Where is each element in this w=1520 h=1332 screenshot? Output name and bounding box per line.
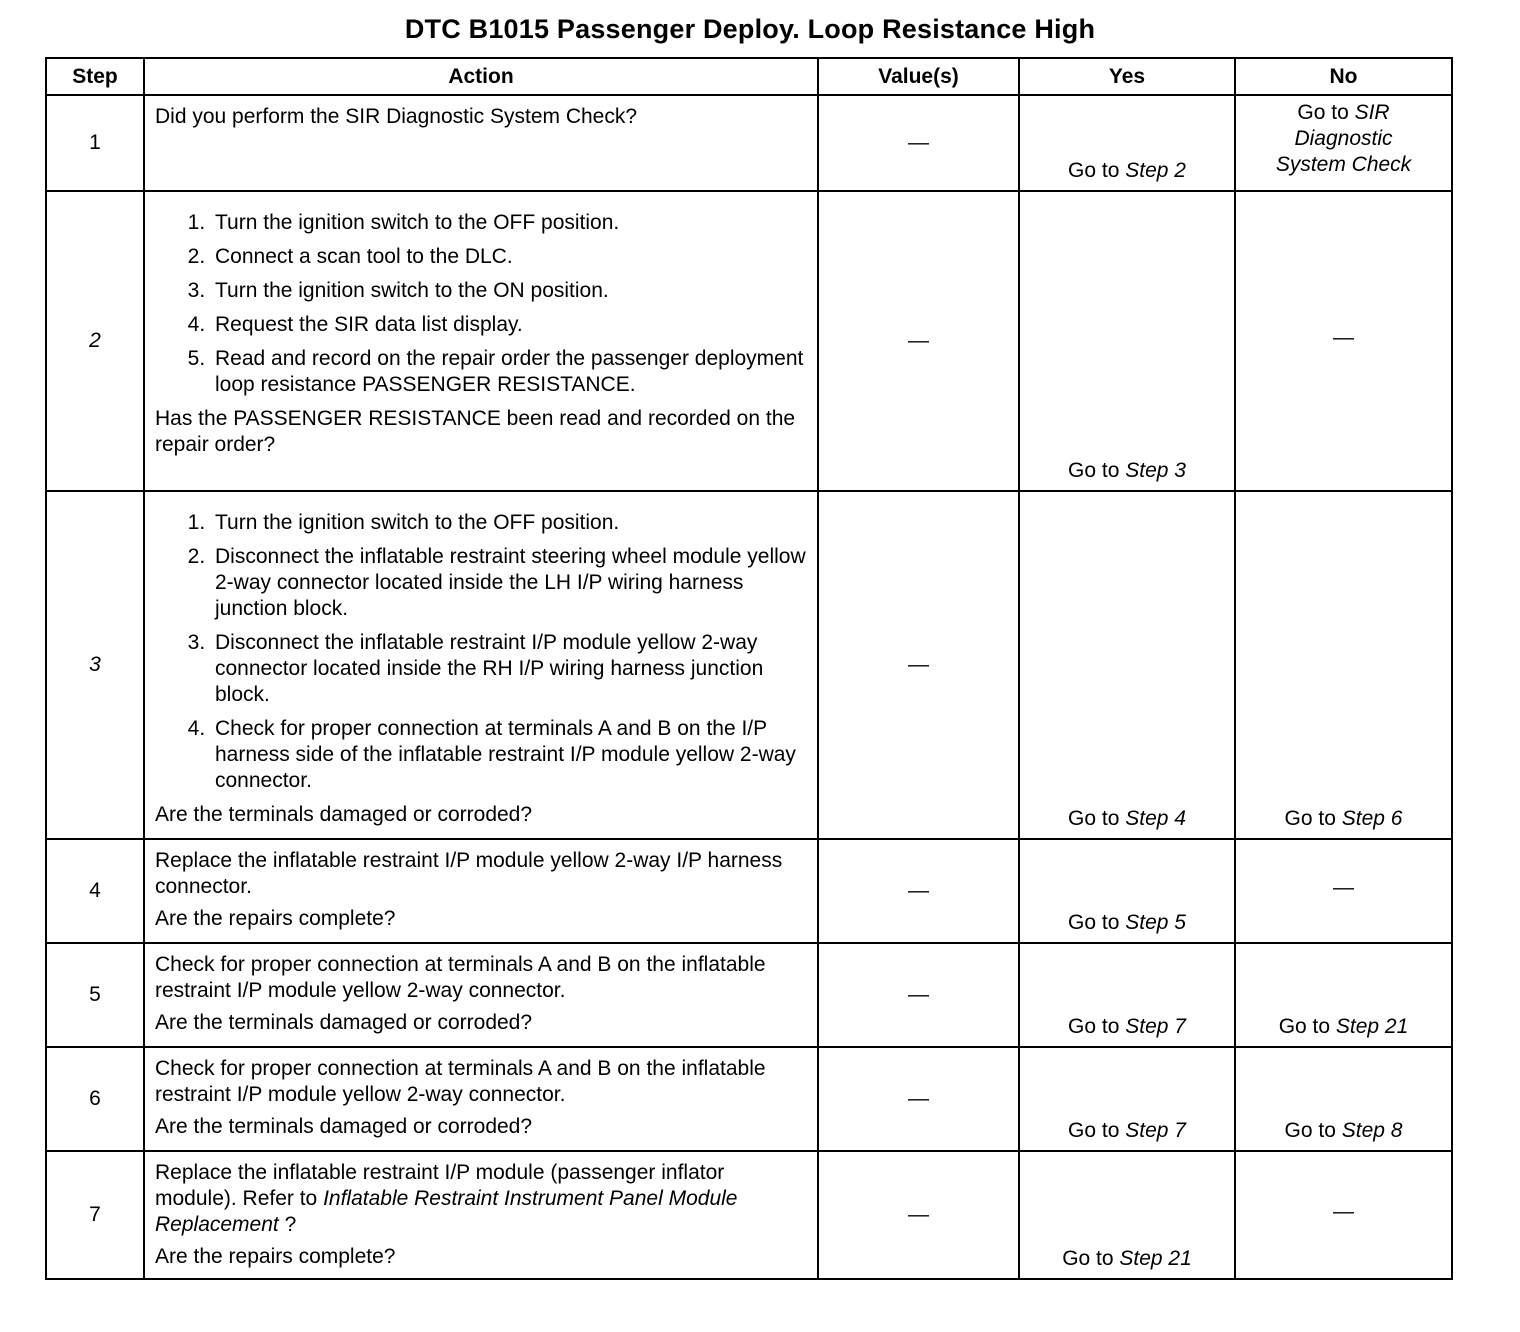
no-target-link[interactable]: Step 6	[1341, 807, 1403, 830]
yes-prefix: Go to	[1068, 911, 1126, 934]
no-cell	[1235, 943, 1452, 1047]
value-dash: —	[908, 1203, 929, 1226]
yes-target-link[interactable]: Step 4	[1125, 807, 1186, 830]
table-row	[46, 491, 1452, 839]
list-item: 3. Disconnect the inflatable restraint I/P module yellow 2-way connector located inside the RH I/P wiring harness junction block.	[211, 630, 807, 708]
no-prefix: Go to	[1284, 1119, 1342, 1142]
action-question: Are the terminals damaged or corroded?	[155, 1011, 533, 1034]
no-prefix: Go to	[1284, 807, 1342, 830]
value-dash: —	[908, 329, 929, 352]
value-cell	[818, 839, 1019, 943]
yes-target-link[interactable]: Step 3	[1125, 459, 1186, 482]
value-dash: —	[908, 131, 929, 154]
action-cell	[144, 839, 818, 943]
step-number: 6	[46, 1047, 144, 1151]
table-row	[46, 191, 1452, 491]
yes-prefix: Go to	[1068, 159, 1126, 182]
reference-link[interactable]: Inflatable Restraint Instrument Panel Module Replacement	[155, 1187, 738, 1236]
no-dash: —	[1333, 1200, 1354, 1223]
yes-prefix: Go to	[1068, 807, 1126, 830]
no-prefix: Go to	[1297, 101, 1355, 124]
procedure-list	[155, 210, 807, 398]
value-cell	[818, 943, 1019, 1047]
action-text: Check for proper connection at terminals A and B on the inflatable restraint I/P module yellow 2-way connector.	[155, 953, 766, 1002]
header-yes: Yes	[1019, 58, 1235, 95]
yes-cell	[1019, 1047, 1235, 1151]
action-text	[155, 1160, 807, 1238]
action-text: Did you perform the SIR Diagnostic System Check?	[155, 105, 638, 128]
yes-prefix: Go to	[1068, 1119, 1126, 1142]
no-cell	[1235, 1047, 1452, 1151]
header-action: Action	[144, 58, 818, 95]
yes-cell	[1019, 1151, 1235, 1279]
step-number: 4	[46, 839, 144, 943]
yes-cell	[1019, 491, 1235, 839]
no-cell	[1235, 839, 1452, 943]
value-cell	[818, 191, 1019, 491]
header-step: Step	[46, 58, 144, 95]
no-target-link[interactable]: Step 21	[1335, 1015, 1409, 1038]
list-item: 3. Turn the ignition switch to the ON position.	[211, 278, 807, 304]
list-item: 5. Read and record on the repair order the passenger deployment loop resistance PASSENGER RESISTANCE.	[211, 346, 807, 398]
yes-cell	[1019, 95, 1235, 191]
action-cell	[144, 943, 818, 1047]
action-cell	[144, 95, 818, 191]
action-cell	[144, 1047, 818, 1151]
no-target-link[interactable]: Step 8	[1341, 1119, 1403, 1142]
list-item: 2. Connect a scan tool to the DLC.	[211, 244, 807, 270]
action-text-suffix: ?	[278, 1213, 297, 1236]
step-number: 5	[46, 943, 144, 1047]
value-cell	[818, 1151, 1019, 1279]
action-question: Are the terminals damaged or corroded?	[155, 1115, 533, 1138]
no-prefix: Go to	[1278, 1015, 1336, 1038]
step-number: 2	[46, 191, 144, 491]
yes-target-link[interactable]: Step 21	[1119, 1247, 1192, 1270]
no-cell	[1235, 95, 1452, 191]
table-row	[46, 95, 1452, 191]
action-question: Are the terminals damaged or corroded?	[155, 803, 533, 826]
no-dash: —	[1333, 876, 1354, 899]
action-question: Are the repairs complete?	[155, 1245, 396, 1268]
no-dash: —	[1333, 326, 1354, 349]
list-item: 1. Turn the ignition switch to the OFF position.	[211, 510, 807, 536]
action-question: Are the repairs complete?	[155, 907, 396, 930]
table-row	[46, 1047, 1452, 1151]
no-cell	[1235, 191, 1452, 491]
page-title: DTC B1015 Passenger Deploy. Loop Resistance High	[404, 14, 1096, 44]
yes-cell	[1019, 191, 1235, 491]
action-cell	[144, 491, 818, 839]
action-cell	[144, 1151, 818, 1279]
yes-cell	[1019, 943, 1235, 1047]
action-cell	[144, 191, 818, 491]
step-number: 7	[46, 1151, 144, 1279]
action-question: Has the PASSENGER RESISTANCE been read and recorded on the repair order?	[155, 407, 796, 456]
no-cell	[1235, 1151, 1452, 1279]
yes-cell	[1019, 839, 1235, 943]
table-row	[46, 943, 1452, 1047]
yes-prefix: Go to	[1062, 1247, 1120, 1270]
yes-prefix: Go to	[1068, 459, 1126, 482]
list-item: 4. Request the SIR data list display.	[211, 312, 807, 338]
yes-target-link[interactable]: Step 2	[1125, 159, 1186, 182]
value-dash: —	[908, 1087, 929, 1110]
no-cell	[1235, 491, 1452, 839]
step-number: 3	[46, 491, 144, 839]
value-dash: —	[908, 653, 929, 676]
yes-target-link[interactable]: Step 5	[1125, 911, 1186, 934]
action-text: Replace the inflatable restraint I/P module yellow 2-way I/P harness connector.	[155, 849, 783, 898]
value-cell	[818, 491, 1019, 839]
yes-target-link[interactable]: Step 7	[1125, 1015, 1186, 1038]
list-item: 4. Check for proper connection at terminals A and B on the I/P harness side of the inflatable restraint I/P module yellow 2-way connector.	[211, 716, 807, 794]
action-text-lead: Replace the inflatable restraint I/P module (passenger inflator module). Refer to	[155, 1161, 725, 1210]
no-target-link[interactable]: SIR Diagnostic System Check	[1275, 101, 1412, 176]
table-row	[46, 1151, 1452, 1279]
value-cell	[818, 95, 1019, 191]
step-number: 1	[46, 95, 144, 191]
procedure-list	[155, 510, 807, 794]
list-item: 1. Turn the ignition switch to the OFF position.	[211, 210, 807, 236]
header-no: No	[1235, 58, 1452, 95]
yes-target-link[interactable]: Step 7	[1125, 1119, 1186, 1142]
yes-prefix: Go to	[1068, 1015, 1126, 1038]
header-values: Value(s)	[818, 58, 1019, 95]
table-row	[46, 839, 1452, 943]
diagnostic-table	[45, 57, 1453, 1280]
value-dash: —	[908, 879, 929, 902]
list-item: 2. Disconnect the inflatable restraint steering wheel module yellow 2-way connector located inside the LH I/P wiring harness junction block.	[211, 544, 807, 622]
header-row	[46, 58, 1452, 95]
value-dash: —	[908, 983, 929, 1006]
value-cell	[818, 1047, 1019, 1151]
action-text: Check for proper connection at terminals A and B on the inflatable restraint I/P module yellow 2-way connector.	[155, 1057, 766, 1106]
